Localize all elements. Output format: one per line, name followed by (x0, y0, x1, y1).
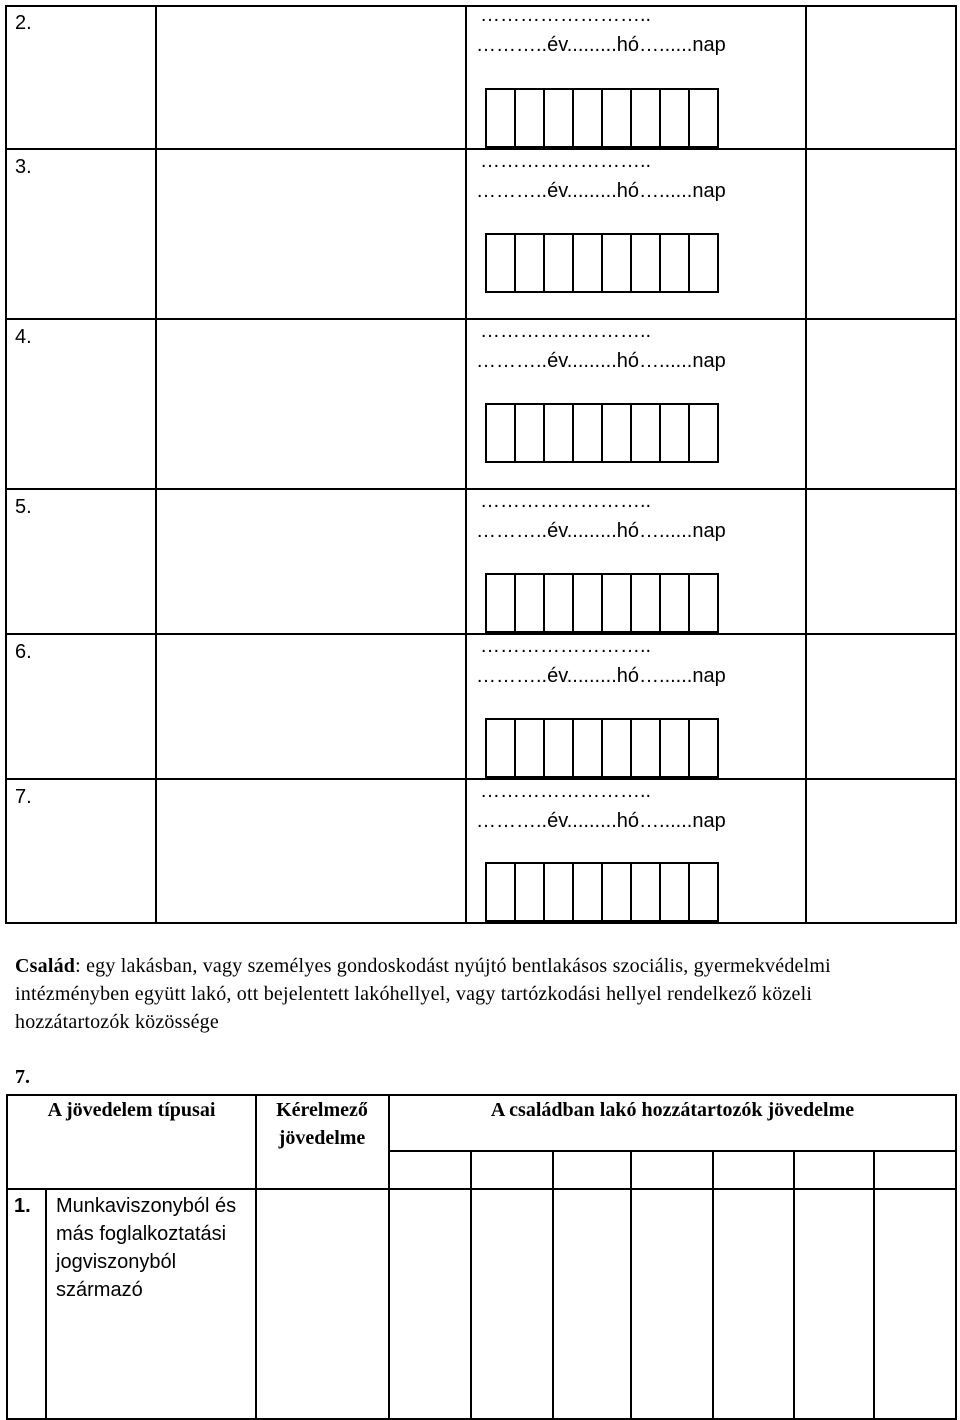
dotted-line: …………………….. (480, 150, 652, 172)
definition-term: Család (15, 955, 76, 977)
date-input-boxes[interactable] (485, 403, 719, 463)
row-number: 4. (15, 326, 32, 348)
dotted-line: …………………….. (480, 4, 652, 26)
date-format-text: ………..év.........hó…......nap (476, 34, 726, 56)
header-applicant-income: Kérelmező jövedelme (276, 1099, 368, 1149)
header-income-types: A jövedelem típusai (47, 1099, 216, 1121)
dotted-line: …………………….. (480, 490, 652, 512)
date-format-text: ………..év.........hó…......nap (476, 665, 726, 687)
date-format-text: ………..év.........hó…......nap (476, 180, 726, 202)
row-number: 3. (15, 156, 32, 178)
header-family-income: A családban lakó hozzátartozók jövedelme (490, 1099, 855, 1121)
date-input-boxes[interactable] (485, 88, 719, 148)
dotted-line: …………………….. (480, 635, 652, 657)
row-number: 2. (15, 12, 32, 34)
date-input-boxes[interactable] (485, 233, 719, 293)
dotted-line: …………………….. (480, 780, 652, 802)
section-number: 7. (15, 1066, 30, 1088)
date-format-text: ………..év.........hó…......nap (476, 520, 726, 542)
date-input-boxes[interactable] (485, 573, 719, 633)
date-input-boxes[interactable] (485, 862, 719, 922)
income-row-label: Munkaviszonyból és más foglalkoztatási jogviszonyból származó (56, 1195, 237, 1301)
date-input-boxes[interactable] (485, 718, 719, 778)
date-format-text: ………..év.........hó…......nap (476, 350, 726, 372)
row-number: 7. (15, 786, 32, 808)
definition-text: : egy lakásban, vagy személyes gondoskodást nyújtó bentlakásos szociális, gyermekvédelmi intézményben együtt lakó, ott bejelentett lakóhellyel, vagy tartózkodási hellyel rendelkező közeli hozzátartozók közössége (15, 955, 831, 1033)
dotted-line: …………………….. (480, 320, 652, 342)
date-format-text: ………..év.........hó…......nap (476, 810, 726, 832)
family-definition (15, 952, 915, 1036)
row-number: 6. (15, 641, 32, 663)
row-number: 5. (15, 496, 32, 518)
income-row-number: 1. (14, 1195, 31, 1217)
